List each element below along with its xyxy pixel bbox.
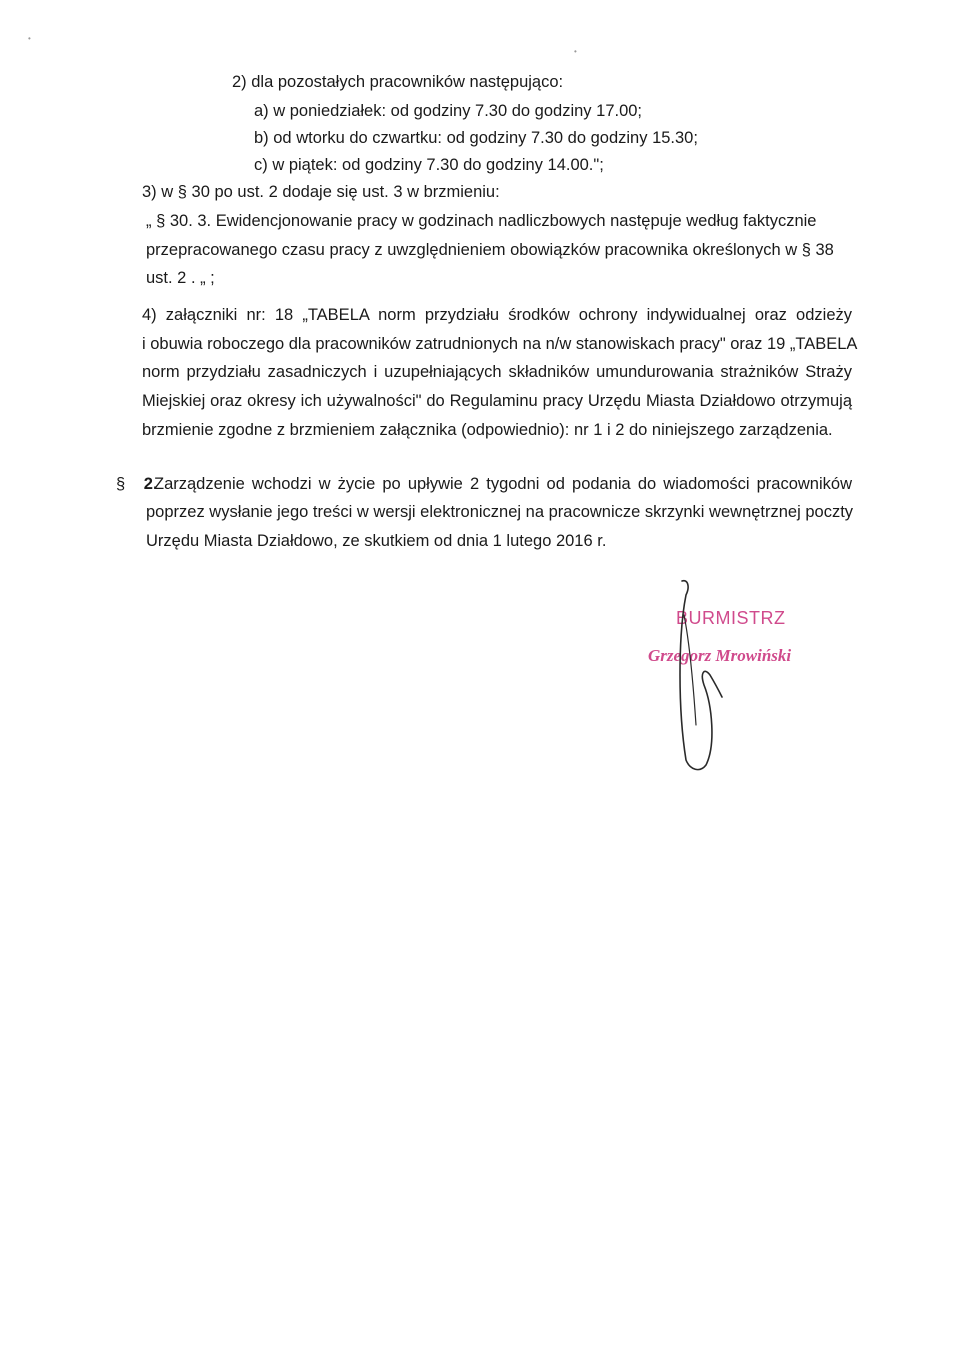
- item-2c: c) w piątek: od godziny 7.30 do godziny 14.00.";: [254, 156, 604, 174]
- section-number: 2.: [143, 475, 158, 493]
- quoted-paragraph-line-3: ust. 2 . „ ;: [146, 269, 215, 287]
- item-2b: b) od wtorku do czwartku: od godziny 7.30 do godziny 15.30;: [254, 129, 698, 147]
- point-4-line-2: i obuwia roboczego dla pracowników zatrudnionych na n/w stanowiskach pracy" oraz 19 „TABELA: [142, 335, 858, 353]
- scan-speck: •: [574, 47, 577, 56]
- section-sign: §: [116, 475, 126, 493]
- item-2a: a) w poniedziałek: od godziny 7.30 do godziny 17.00;: [254, 102, 643, 120]
- point-4-line-1: 4) załączniki nr: 18 „TABELA norm przydziału środków ochrony indywidualnej oraz odzieży: [142, 306, 852, 324]
- section-2-line-1: Zarządzenie wchodzi w życie po upływie 2 tygodni od podania do wiadomości pracowników: [154, 475, 852, 493]
- point-4-line-3: norm przydziału zasadniczych i uzupełniających składników umundurowania strażników Straży: [142, 363, 852, 381]
- point-4-line-5: brzmienie zgodne z brzmieniem załącznika (odpowiednio): nr 1 i 2 do niniejszego zarządzenia.: [142, 421, 833, 439]
- section-2-mark: [116, 474, 158, 494]
- stamp-name: Grzegorz Mrowiński: [648, 646, 792, 665]
- quoted-paragraph-line-1: „ § 30. 3. Ewidencjonowanie pracy w godzinach nadliczbowych następuje według faktycznie: [146, 212, 817, 230]
- quoted-paragraph-line-2: przepracowanego czasu pracy z uwzględnieniem obowiązków pracownika określonych w § 38: [146, 241, 834, 259]
- stamp-title: BURMISTRZ: [676, 608, 786, 628]
- item-3-heading: 3) w § 30 po ust. 2 dodaje się ust. 3 w brzmieniu:: [142, 183, 500, 201]
- scan-speck: •: [28, 34, 31, 43]
- section-2-line-2: poprzez wysłanie jego treści w wersji elektronicznej na pracownicze skrzynki wewnętrznej poczty: [146, 503, 854, 521]
- signature-drawing: [660, 575, 780, 775]
- section-2-line-3: Urzędu Miasta Działdowo, ze skutkiem od dnia 1 lutego 2016 r.: [146, 532, 607, 550]
- item-2-heading: 2) dla pozostałych pracowników następująco:: [232, 73, 564, 91]
- point-4-line-4: Miejskiej oraz okresy ich używalności" do Regulaminu pracy Urzędu Miasta Działdowo otrzymują: [142, 392, 852, 410]
